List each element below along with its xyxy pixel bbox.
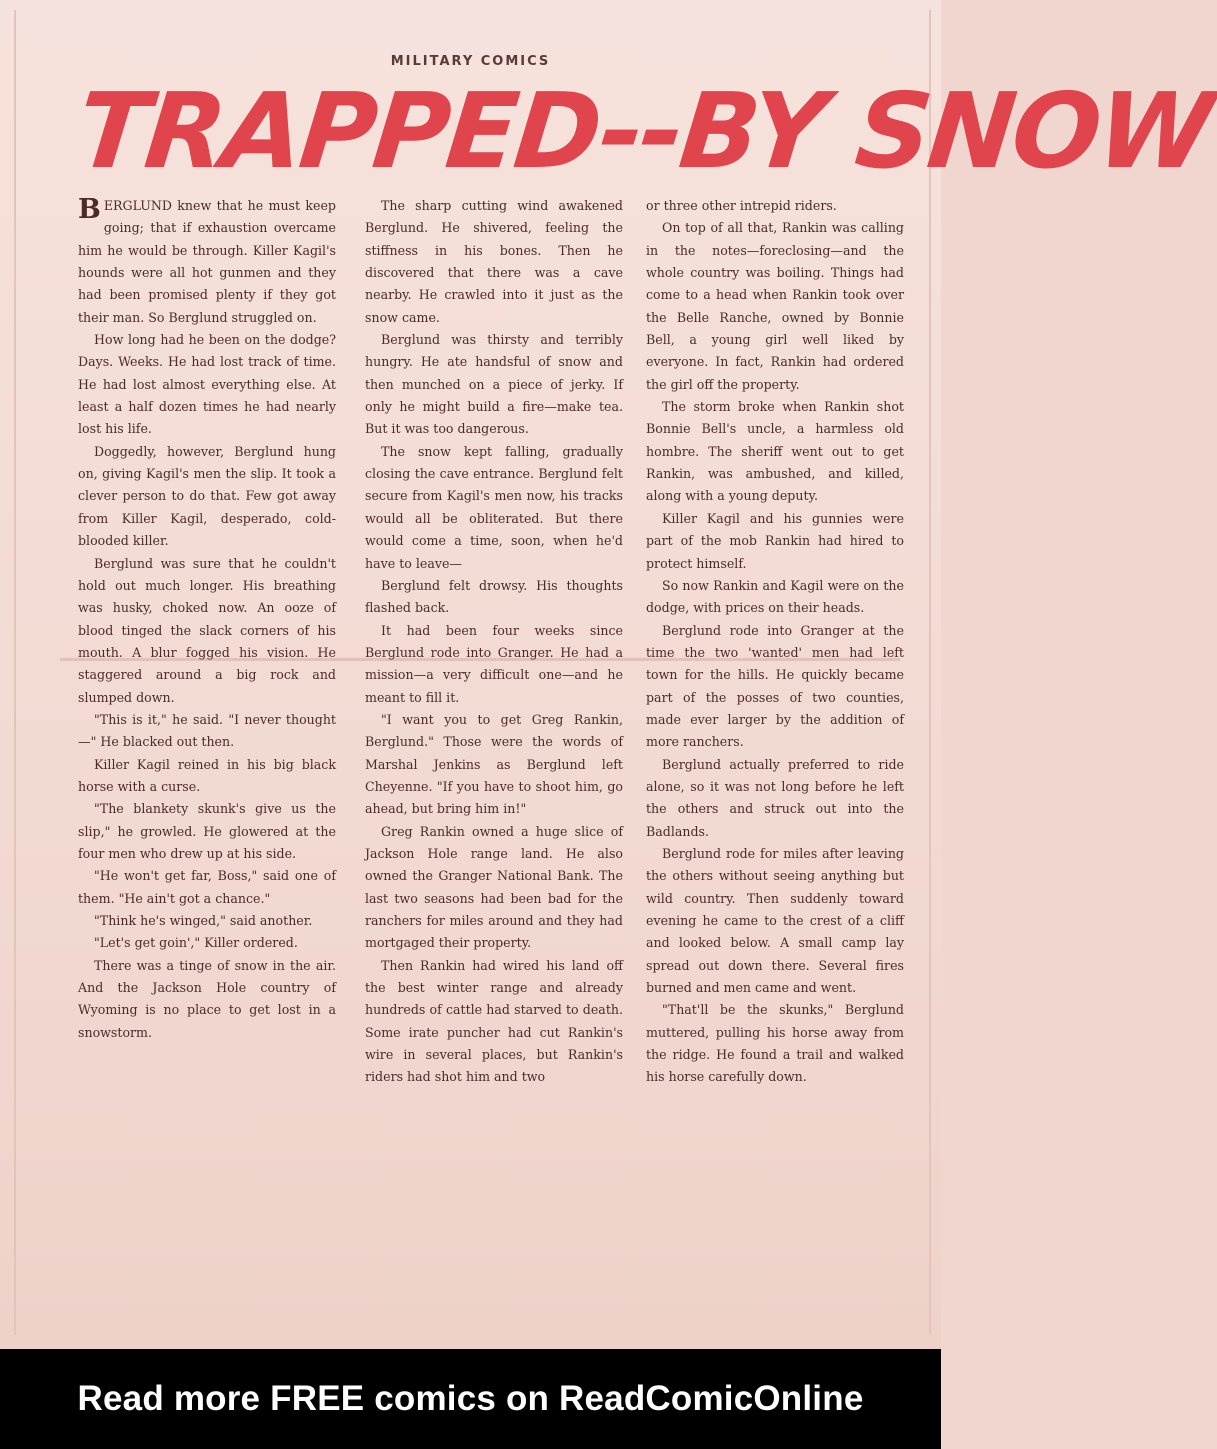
paragraph: [365, 709, 623, 821]
paragraph: [646, 217, 904, 396]
paragraph: [365, 195, 623, 329]
paragraph-text: Then Rankin had wired his land off the best winter range and already hundreds of cattle had starved to death. Some irate puncher had cut Rankin's wire in several places, but Rankin's riders had shot him and two: [365, 957, 623, 1085]
paragraph-text: Berglund was sure that he couldn't hold out much longer. His breathing was husky, choked now. An ooze of blood tinged the slack corners of his mouth. A blur fogged his vision. He staggered around a big rock and slumped down.: [78, 555, 336, 705]
paragraph-text: "Think he's winged," said another.: [94, 913, 313, 928]
text-column-1: [78, 195, 336, 1044]
paragraph-text: The storm broke when Rankin shot Bonnie Bell's uncle, a harmless old hombre. The sheriff went out to get Rankin, was ambushed, and killed, along with a young deputy.: [646, 399, 904, 504]
paragraph: [646, 575, 904, 620]
paragraph-text: "That'll be the skunks," Berglund muttered, pulling his horse away from the ridge. He found a trail and walked his horse carefully down.: [646, 1002, 904, 1085]
paragraph-text: Killer Kagil reined in his big black horse with a curse.: [78, 756, 336, 794]
paragraph-text: There was a tinge of snow in the air. And the Jackson Hole country of Wyoming is no place to get lost in a snowstorm.: [78, 957, 336, 1040]
paragraph-text: It had been four weeks since Berglund rode into Granger. He had a mission—a very difficult one—and he meant to fill it.: [365, 622, 623, 705]
paragraph-text: So now Rankin and Kagil were on the dodge, with prices on their heads.: [646, 577, 904, 616]
paragraph: [78, 955, 336, 1044]
paragraph-text: How long had he been on the dodge? Days. Weeks. He had lost track of time. He had lost almost everything else. At least a half dozen times he had nearly lost his life.: [78, 332, 336, 437]
paragraph: [78, 798, 336, 865]
paragraph: [78, 553, 336, 709]
paragraph-text: or three other intrepid riders.: [646, 198, 837, 213]
paragraph-text: "This is it," he said. "I never thought—" He blacked out then.: [78, 711, 336, 750]
paragraph: [365, 620, 623, 709]
paragraph-text: Berglund rode into Granger at the time the two 'wanted' men had left town for the hills. He quickly became part of the posses of two counties, made ever larger by the addition of more ranchers.: [646, 622, 904, 750]
paragraph-text: Doggedly, however, Berglund hung on, giving Kagil's men the slip. It took a clever person to do that. Few got away from Killer Kagil, desperado, cold-blooded killer.: [78, 443, 336, 549]
paragraph-text: Berglund rode for miles after leaving the others without seeing anything but wild country. Then suddenly toward evening he came to the crest of a cliff and looked below. A small camp lay spread out down there. Several fires burned and men came and went.: [646, 845, 904, 996]
paragraph: [78, 329, 336, 441]
story-title: TRAPPED--BY SNOW: [71, 70, 1217, 192]
paragraph-text: The snow kept falling, gradually closing the cave entrance. Berglund felt secure from Kagil's men now, his tracks would all be obliterated. But there would come a time, soon, when he'd have to leave—: [365, 443, 623, 571]
paragraph: [365, 329, 623, 441]
paragraph: [78, 865, 336, 910]
paragraph-text: "Let's get goin'," Killer ordered.: [94, 935, 298, 951]
magazine-header: MILITARY COMICS: [390, 54, 551, 69]
paragraph-text: Killer Kagil and his gunnies were part of the mob Rankin had hired to protect himself.: [646, 510, 904, 571]
text-column-2: [365, 195, 623, 1089]
paragraph: [78, 709, 336, 754]
paragraph-text: Berglund felt drowsy. His thoughts flashed back.: [365, 577, 623, 616]
paragraph: [646, 396, 904, 508]
paragraph: [78, 441, 336, 553]
paragraph-text: ERGLUND knew that he must keep going; that if exhaustion overcame him he would be through. Killer Kagil's hounds were all hot gunmen and they had been promised plenty if they got their man. So Berglund struggled on.: [78, 198, 336, 325]
paragraph: [365, 441, 623, 575]
paragraph-text: "I want you to get Greg Rankin, Berglund." Those were the words of Marshal Jenkins as Berglund left Cheyenne. "If you have to shoot him, go ahead, but bring him in!": [365, 711, 623, 817]
paragraph-text: The sharp cutting wind awakened Berglund. He shivered, feeling the stiffness in his bones. Then he discovered that there was a cave nearby. He crawled into it just as the snow came.: [365, 198, 623, 325]
paragraph-text: Berglund actually preferred to ride alone, so it was not long before he left the others and struck out into the Badlands.: [646, 756, 904, 839]
paragraph-text: On top of all that, Rankin was calling in the notes—foreclosing—and the whole country was boiling. Things had come to a head when Rankin took over the Belle Ranche, owned by Bonnie Bell, a young girl well liked by everyone. In fact, Rankin had ordered the girl off the property.: [646, 220, 904, 392]
paragraph-text: Greg Rankin owned a huge slice of Jackson Hole range land. He also owned the Granger National Bank. The last two seasons had been bad for the ranchers for miles around and they had mortgaged their property.: [365, 823, 623, 951]
paragraph: [646, 754, 904, 843]
paragraph: [365, 575, 623, 620]
paragraph-text: "The blankety skunk's give us the slip," he growled. He glowered at the four men who drew up at his side.: [78, 801, 336, 861]
paragraph: [365, 821, 623, 955]
paragraph: [646, 508, 904, 575]
paragraph: [646, 620, 904, 754]
paragraph-text: Berglund was thirsty and terribly hungry. He ate handsful of snow and then munched on a piece of jerky. If only he might build a fire—make tea. But it was too dangerous.: [365, 332, 623, 437]
paragraph: [646, 999, 904, 1088]
promo-banner-text[interactable]: Read more FREE comics on ReadComicOnline: [77, 1379, 864, 1418]
paragraph: [78, 195, 336, 329]
paragraph: [365, 955, 623, 1089]
paragraph-text: "He won't get far, Boss," said one of them. "He ain't got a chance.": [78, 868, 336, 906]
text-column-3: [646, 195, 904, 1089]
paragraph: [78, 932, 336, 954]
paragraph: [78, 754, 336, 799]
paragraph: [78, 910, 336, 932]
paragraph: [646, 843, 904, 999]
paragraph: [646, 195, 904, 217]
drop-cap: B: [78, 194, 101, 225]
